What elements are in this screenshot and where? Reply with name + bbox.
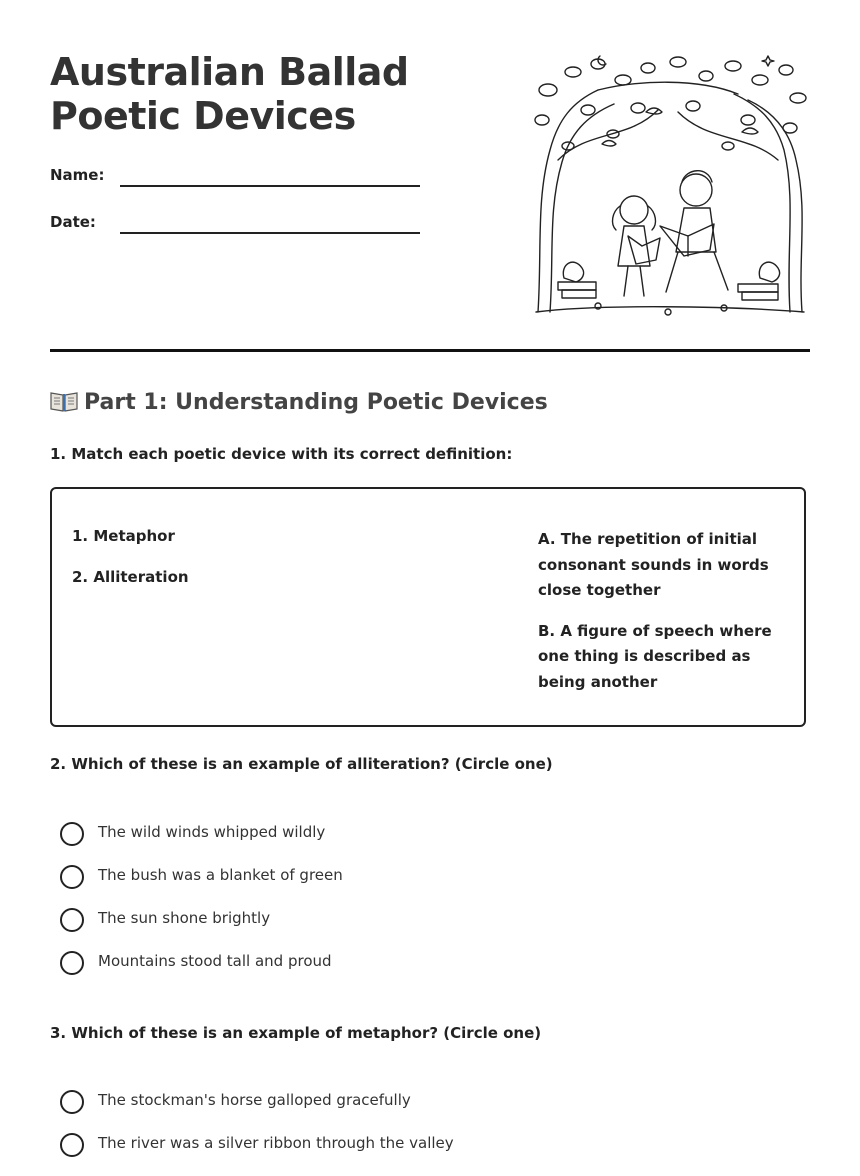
matching-box (50, 487, 806, 727)
name-label: Name: (50, 166, 105, 184)
name-field (50, 166, 430, 196)
radio-circle[interactable] (60, 822, 84, 846)
header-divider (50, 349, 810, 352)
device-item[interactable]: 1. Metaphor (72, 527, 175, 545)
definition-list (538, 527, 796, 710)
radio-circle[interactable] (60, 865, 84, 889)
option-text: Mountains stood tall and proud (98, 952, 332, 970)
question-1: 1. Match each poetic device with its correct definition: (50, 445, 513, 463)
radio-circle[interactable] (60, 1133, 84, 1157)
option-text: The river was a silver ribbon through the valley (98, 1134, 454, 1152)
option-text: The stockman's horse galloped gracefully (98, 1091, 411, 1109)
radio-circle[interactable] (60, 951, 84, 975)
option-text: The sun shone brightly (98, 909, 271, 927)
device-list (72, 527, 189, 609)
radio-circle[interactable] (60, 908, 84, 932)
option-text: The bush was a blanket of green (98, 866, 343, 884)
date-field (50, 213, 430, 243)
section-heading-text: Part 1: Understanding Poetic Devices (84, 390, 548, 415)
option-text: The wild winds whipped wildly (98, 823, 326, 841)
name-line[interactable] (120, 185, 420, 187)
radio-circle[interactable] (60, 1090, 84, 1114)
open-book-icon (50, 390, 78, 412)
date-label: Date: (50, 213, 96, 231)
date-line[interactable] (120, 232, 420, 234)
device-item[interactable]: 2. Alliteration (72, 568, 189, 586)
children-reading-under-tree-icon (528, 50, 812, 322)
page-title: Australian Ballad Poetic Devices (50, 50, 409, 138)
definition-item[interactable]: A. The repetition of initial consonant sounds in words close together (538, 530, 769, 599)
section-heading-part1 (50, 388, 548, 418)
definition-item[interactable]: B. A figure of speech where one thing is described as being another (538, 621, 772, 691)
question-2: 2. Which of these is an example of alliteration? (Circle one) (50, 755, 553, 773)
question-3: 3. Which of these is an example of metaphor? (Circle one) (50, 1024, 542, 1042)
